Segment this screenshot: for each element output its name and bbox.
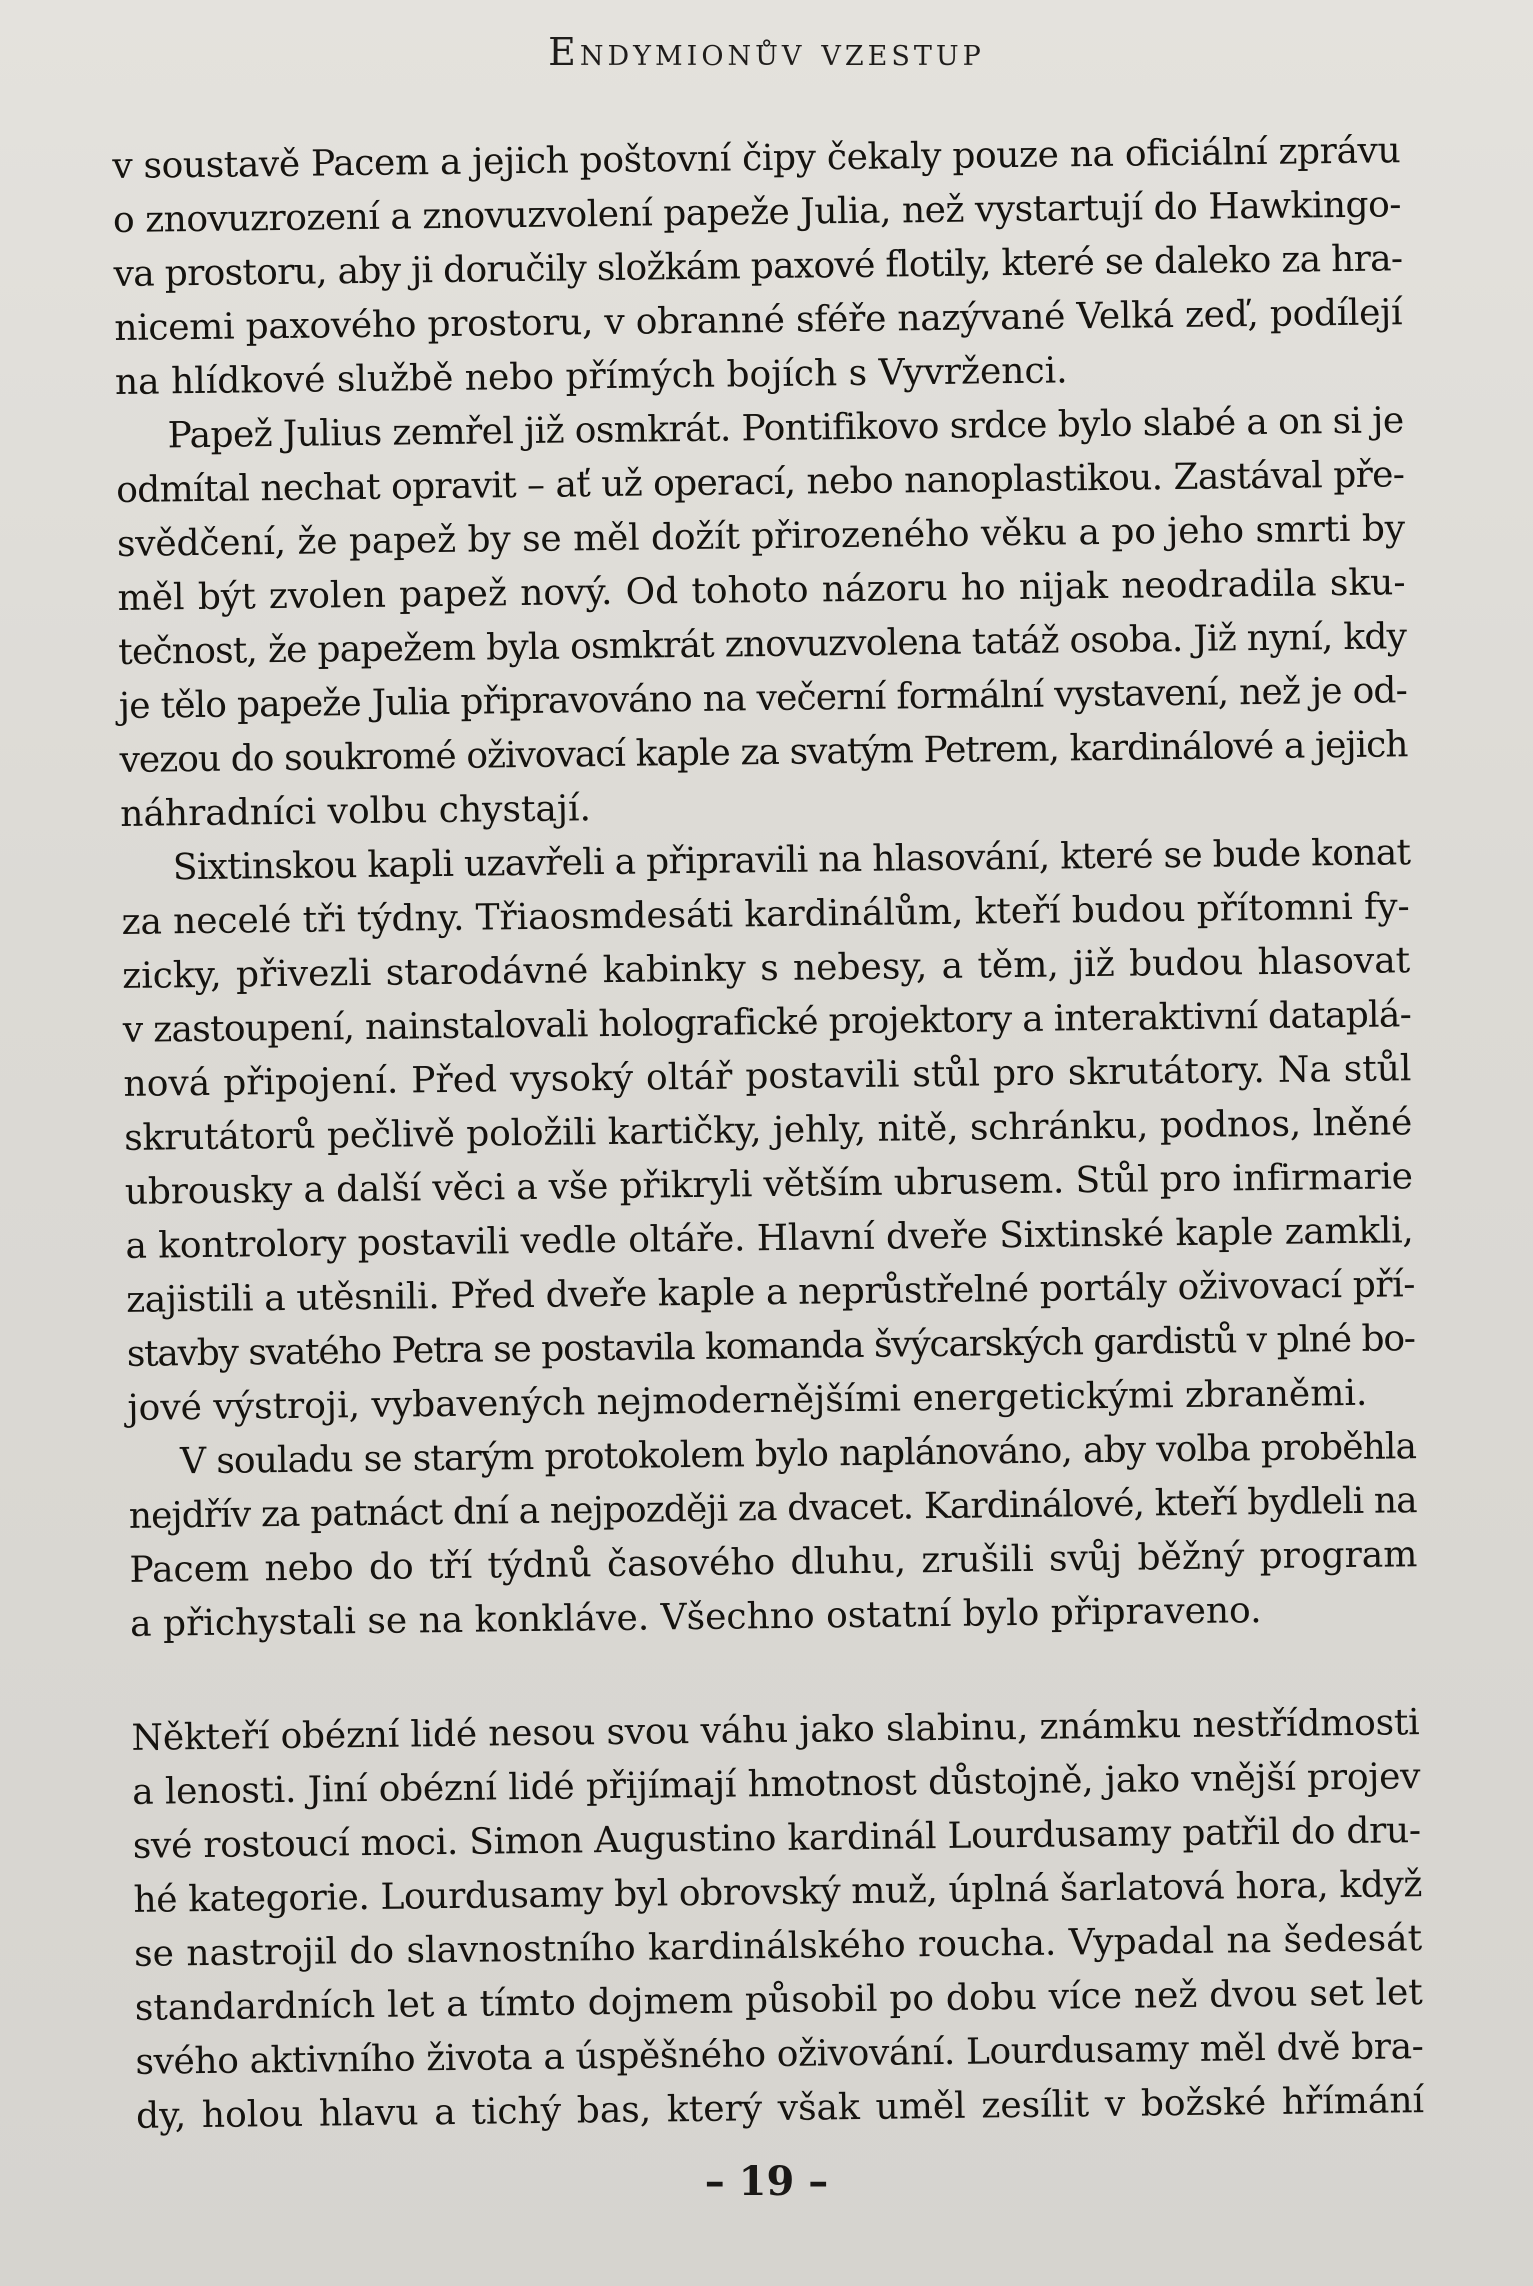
page-number: – 19 – bbox=[704, 2158, 829, 2205]
text-line: za necelé tři týdny. Třiaosmdesáti kardinálům, kteří budou přítomni fy- bbox=[121, 886, 1410, 943]
text-line: Sixtinskou kapli uzavřeli a připravili na hlasování, které se bude konat bbox=[172, 832, 1411, 889]
text-line: nová připojení. Před vysoký oltář postavili stůl pro skrutátory. Na stůl bbox=[123, 1048, 1412, 1105]
text-line: nejdřív za patnáct dní a nejpozději za dvacet. Kardinálové, kteří bydleli na bbox=[128, 1480, 1417, 1537]
text-line: svého aktivního života a úspěšného oživování. Lourdusamy měl dvě bra- bbox=[135, 2026, 1424, 2083]
text-line: zicky, přivezli starodávné kabinky s nebesy, a těm, již budou hlasovat bbox=[121, 940, 1411, 997]
running-head: Endymionův vzestup bbox=[548, 30, 985, 74]
text-line: V souladu se starým protokolem bylo naplánováno, aby volba proběhla bbox=[179, 1426, 1417, 1483]
paragraph bbox=[112, 124, 1403, 410]
text-line: standardních let a tímto dojmem působil po dobu více než dvou set let bbox=[134, 1972, 1423, 2029]
text-line: náhradníci volbu chystají. bbox=[119, 788, 592, 835]
text-line: zajistili a utěsnili. Před dveře kaple a neprůstřelné portály oživovací pří- bbox=[125, 1264, 1416, 1321]
text-line: dy, holou hlavu a tichý bas, který však uměl zesílit v božské hřímání bbox=[135, 2080, 1425, 2137]
paragraph bbox=[121, 826, 1416, 1436]
text-line: na hlídkové službě nebo přímých bojích s Vyvrženci. bbox=[114, 350, 1068, 403]
paragraph bbox=[115, 394, 1408, 842]
text-line: a lenosti. Jiní obézní lidé přijímají hmotnost důstojně, jako vnější projev bbox=[131, 1756, 1421, 1813]
text-line: o znovuzrození a znovuzvolení papeže Julia, než vystartují do Hawkingo- bbox=[112, 184, 1402, 241]
text-line: odmítal nechat opravit – ať už operací, nebo nanoplastikou. Zastával pře- bbox=[116, 454, 1405, 511]
text-line: ubrousky a další věci a vše přikryli větším ubrusem. Stůl pro infirmarie bbox=[124, 1156, 1414, 1213]
text-line: hé kategorie. Lourdusamy byl obrovský muž, úplná šarlatová hora, když bbox=[133, 1864, 1423, 1921]
paragraph bbox=[131, 1696, 1424, 2144]
text-line: vezou do soukromé oživovací kaple za svatým Petrem, kardinálové a jejich bbox=[119, 724, 1408, 781]
text-line: stavby svatého Petra se postavila komanda švýcarských gardistů v plné bo- bbox=[126, 1318, 1415, 1375]
text-line: va prostoru, aby ji doručily složkám paxové flotily, které se daleko za hra- bbox=[113, 238, 1403, 295]
text-line: své rostoucí moci. Simon Augustino kardinál Lourdusamy patřil do dru- bbox=[132, 1810, 1422, 1867]
text-line: v zastoupení, nainstalovali holografické projektory a interaktivní dataplá- bbox=[122, 994, 1412, 1051]
body-text bbox=[112, 124, 1424, 2144]
paragraph bbox=[128, 1420, 1419, 1652]
text-line: svědčení, že papež by se měl dožít přirozeného věku a po jeho smrti by bbox=[116, 508, 1406, 565]
text-line: Pacem nebo do tří týdnů časového dluhu, zrušili svůj běžný program bbox=[129, 1534, 1418, 1591]
text-line: jové výstroji, vybavených nejmodernějšími energetickými zbraněmi. bbox=[127, 1372, 1368, 1429]
text-line: měl být zvolen papež nový. Od tohoto názoru ho nijak neodradila sku- bbox=[117, 562, 1406, 619]
text-line: se nastrojil do slavnostního kardinálského roucha. Vypadal na šedesát bbox=[133, 1918, 1423, 1975]
text-line: nicemi paxového prostoru, v obranné sféře nazývané Velká zeď, podílejí bbox=[114, 292, 1403, 349]
text-line: Někteří obézní lidé nesou svou váhu jako slabinu, známku nestřídmosti bbox=[131, 1702, 1420, 1759]
text-line: je tělo papeže Julia připravováno na večerní formální vystavení, než je od- bbox=[118, 670, 1408, 727]
text-line: a přichystali se na konkláve. Všechno ostatní bylo připraveno. bbox=[129, 1590, 1262, 1645]
text-line: skrutátorů pečlivě položili kartičky, jehly, nitě, schránku, podnos, lněné bbox=[123, 1102, 1413, 1159]
text-line: a kontrolory postavili vedle oltáře. Hlavní dveře Sixtinské kaple zamkli, bbox=[125, 1210, 1414, 1267]
text-line: v soustavě Pacem a jejich poštovní čipy čekaly pouze na oficiální zprávu bbox=[112, 130, 1401, 187]
text-line: Papež Julius zemřel již osmkrát. Pontifikovo srdce bylo slabé a on si je bbox=[167, 400, 1404, 457]
text-line: tečnost, že papežem byla osmkrát znovuzvolena tatáž osoba. Již nyní, kdy bbox=[118, 616, 1407, 673]
